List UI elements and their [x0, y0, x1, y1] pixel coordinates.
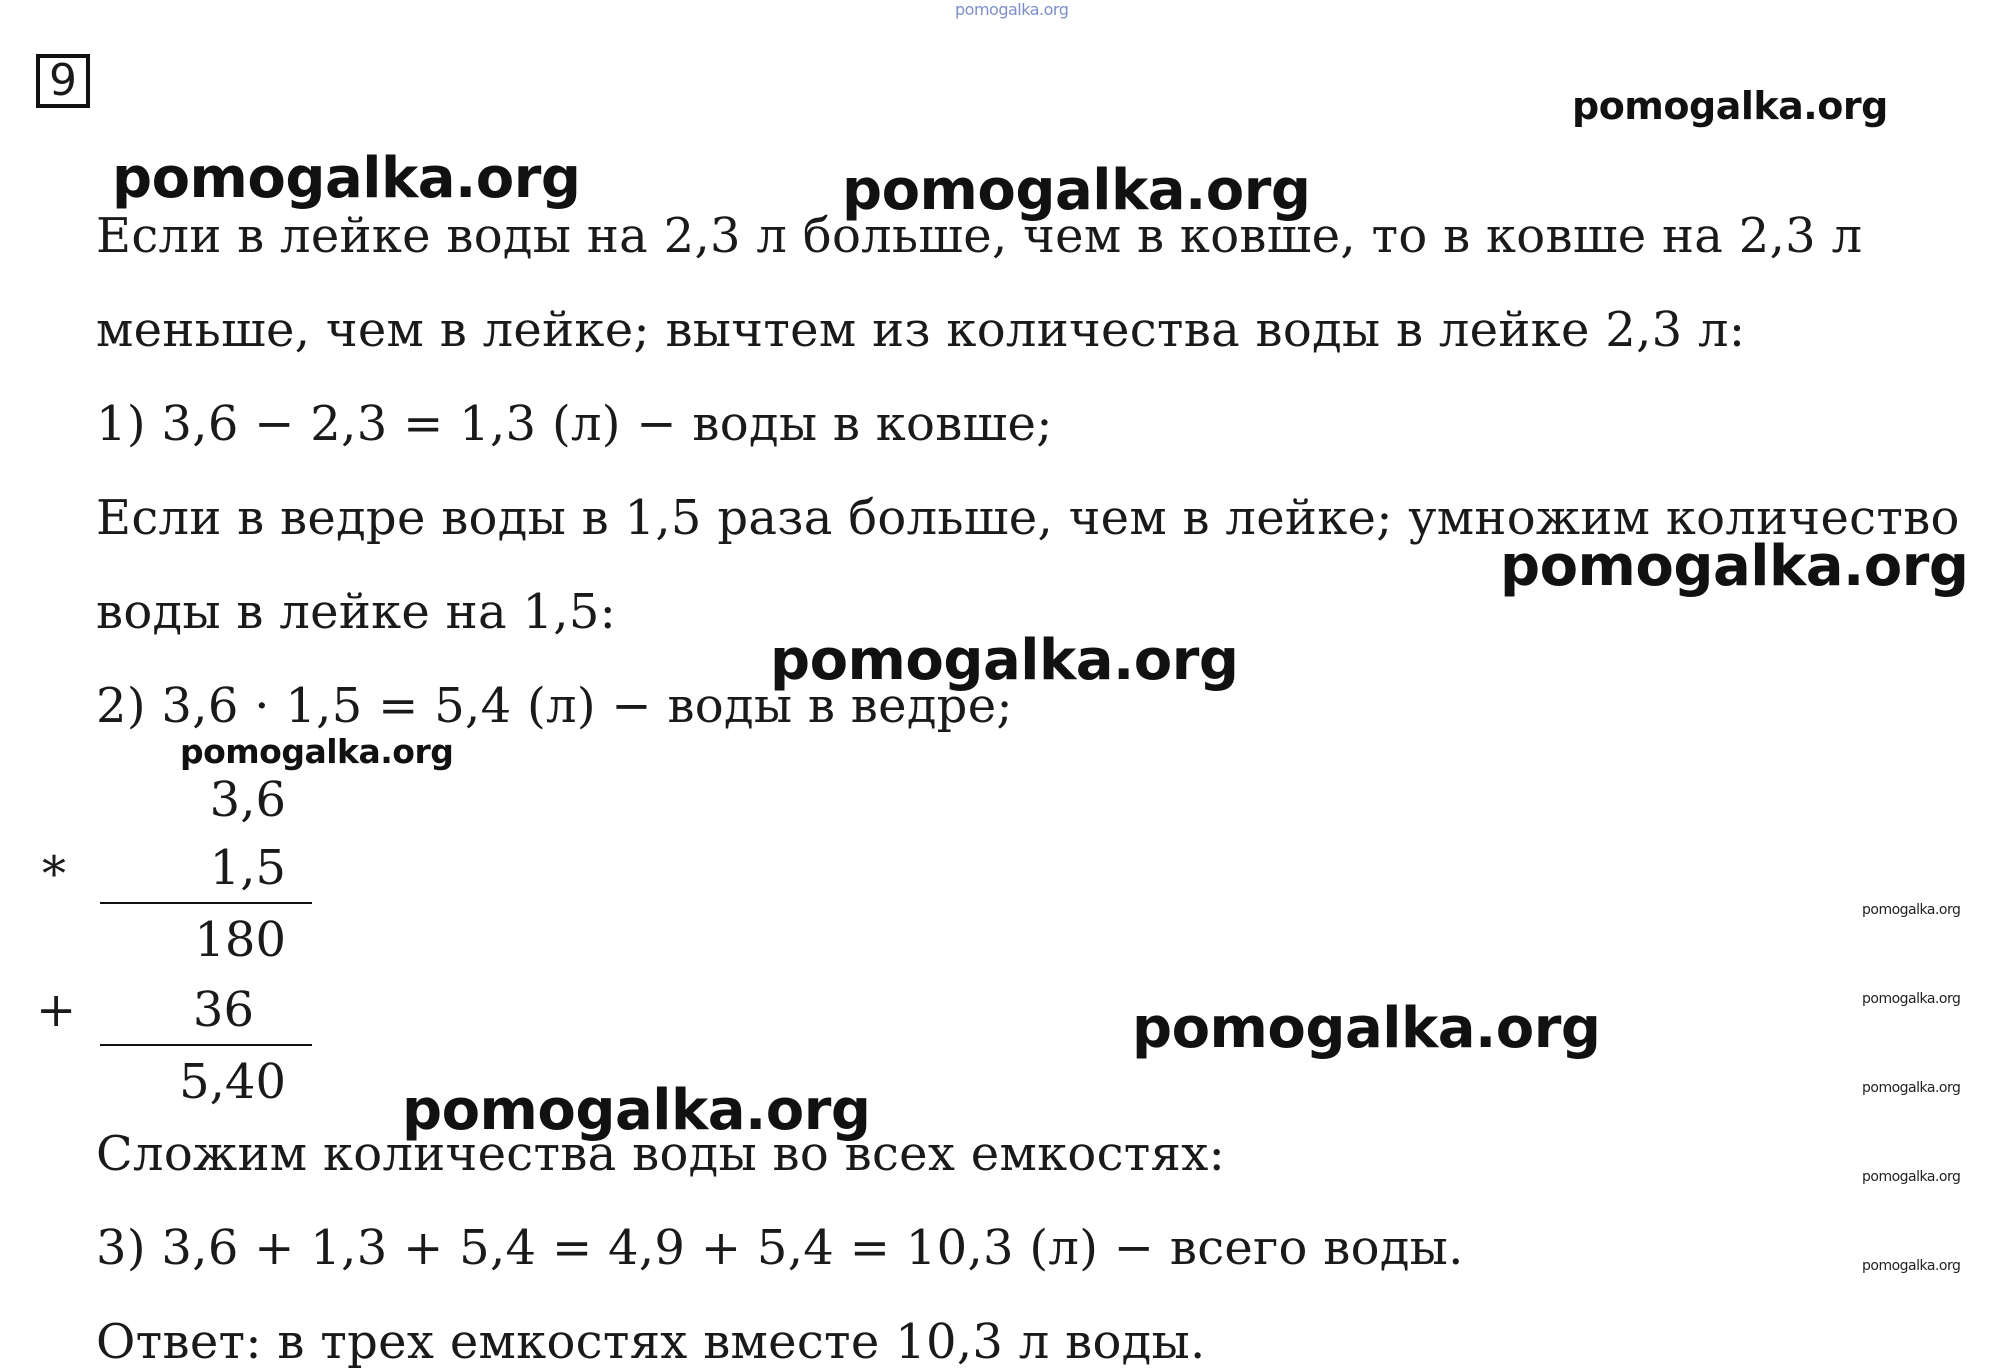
- watermark-small: pomogalka.org: [1862, 1258, 1961, 1274]
- multiply-sign: *: [42, 846, 66, 902]
- problem-number: 9: [36, 54, 90, 108]
- watermark: pomogalka.org: [180, 732, 454, 771]
- watermark: pomogalka.org: [842, 158, 1311, 223]
- watermark: pomogalka.org: [112, 146, 581, 211]
- watermark-top: pomogalka.org: [955, 0, 1069, 19]
- text-line-4: воды в лейке на 1,5:: [96, 584, 617, 640]
- text-line-5: Сложим количества воды во всех емкостях:: [96, 1126, 1226, 1182]
- answer-line: Ответ: в трех емкостях вместе 10,3 л воды.: [96, 1314, 1206, 1370]
- equation-3: 3) 3,6 + 1,3 + 5,4 = 4,9 + 5,4 = 10,3 (л) − всего воды.: [96, 1220, 1464, 1276]
- column-result: 5,40: [179, 1054, 286, 1110]
- watermark: pomogalka.org: [770, 628, 1239, 693]
- equation-1: 1) 3,6 − 2,3 = 1,3 (л) − воды в ковше;: [96, 396, 1053, 452]
- watermark: pomogalka.org: [1500, 534, 1969, 599]
- text-line-3: Если в ведре воды в 1,5 раза больше, чем в лейке; умножим количество: [96, 490, 1960, 546]
- watermark-small: pomogalka.org: [1862, 1169, 1961, 1185]
- text-line-1: Если в лейке воды на 2,3 л больше, чем в ковше, то в ковше на 2,3 л: [96, 208, 1863, 264]
- watermark-small: pomogalka.org: [1862, 902, 1961, 918]
- watermark: pomogalka.org: [402, 1078, 871, 1143]
- watermark: pomogalka.org: [1132, 996, 1601, 1061]
- text-line-2: меньше, чем в лейке; вычтем из количества воды в лейке 2,3 л:: [96, 302, 1746, 358]
- watermark-small: pomogalka.org: [1862, 991, 1961, 1007]
- watermark-small: pomogalka.org: [1862, 1080, 1961, 1096]
- column-rule-2: [100, 1044, 312, 1046]
- watermark: pomogalka.org: [1572, 84, 1888, 128]
- column-partial-2: 36: [192, 982, 254, 1038]
- column-multiplicand: 3,6: [209, 772, 286, 828]
- column-rule-1: [100, 902, 312, 904]
- plus-sign: +: [36, 982, 77, 1038]
- column-multiplier: 1,5: [209, 840, 286, 896]
- equation-2: 2) 3,6 · 1,5 = 5,4 (л) − воды в ведре;: [96, 678, 1013, 734]
- column-partial-1: 180: [194, 912, 286, 968]
